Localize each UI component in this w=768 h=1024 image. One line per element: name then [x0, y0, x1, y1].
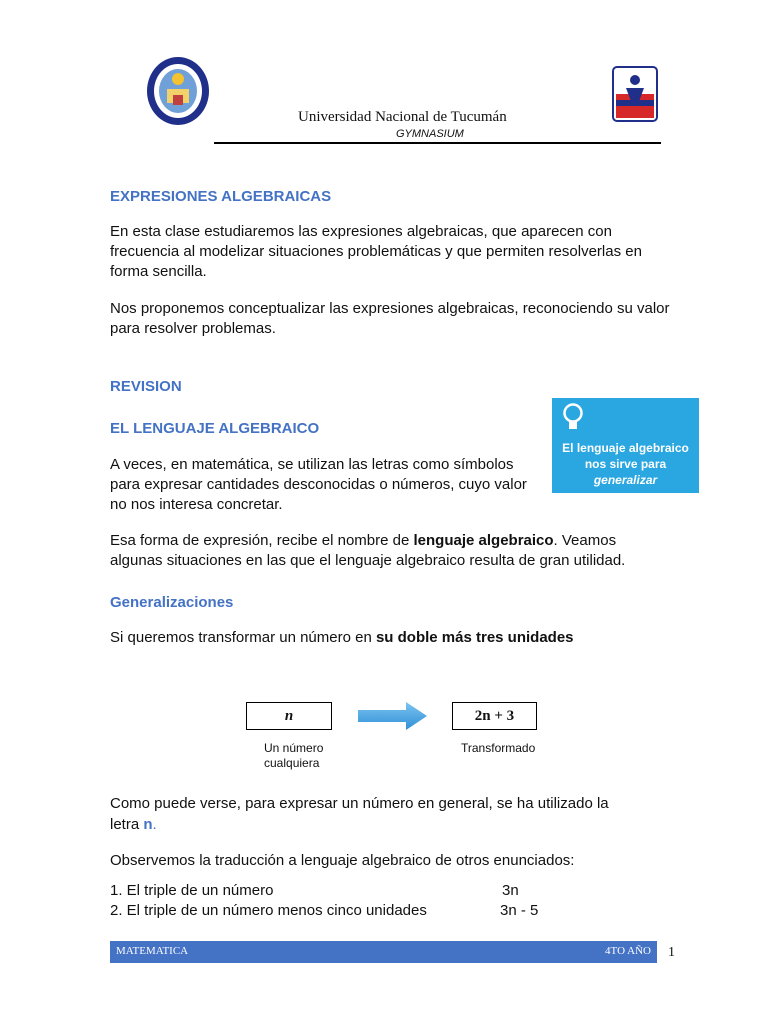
callout-line-1: El lenguaje algebraico	[562, 441, 689, 455]
header-rule	[214, 142, 661, 144]
callout-line-2: nos sirve para	[584, 457, 667, 471]
callout-line-3: generalizar	[593, 473, 658, 487]
page-number: 1	[668, 945, 675, 960]
input-caption-line-1: Un número	[264, 741, 324, 755]
lenguaje-text-start: Esa forma de expresión, recibe el nombre de	[110, 532, 414, 549]
transform-sentence	[110, 628, 670, 648]
input-caption-line-2: cualquiera	[264, 756, 320, 770]
revision-heading: REVISION	[110, 378, 182, 395]
como-line-1: Como puede verse, para expresar un número en general, se ha utilizado la	[110, 795, 609, 812]
intro-paragraph-2: Nos proponemos conceptualizar las expresiones algebraicas, reconociendo su valor para resolver problemas.	[110, 300, 670, 337]
transform-text: Si queremos transformar un número en	[110, 629, 376, 646]
input-caption	[264, 741, 323, 771]
example-1-expr: 3n	[502, 882, 519, 899]
example-2-expr: 3n - 5	[500, 902, 539, 919]
right-arrow-icon	[358, 701, 428, 731]
como-letra: letra	[110, 816, 144, 833]
section-heading: EL LENGUAJE ALGEBRAICO	[110, 420, 320, 437]
lenguaje-paragraph-2	[110, 531, 670, 571]
observemos-text: Observemos la traducción a lenguaje algebraico de otros enunciados:	[110, 852, 575, 869]
lenguaje-paragraph-1: A veces, en matemática, se utilizan las letras como símbolos para expresar cantidades desconocidas o números, cuyo valor no nos interesa concretar.	[110, 456, 527, 513]
variable-letter: n	[143, 816, 153, 833]
lenguaje-bold: lenguaje algebraico	[413, 532, 554, 549]
gymnasium-logo	[612, 66, 658, 122]
como-line-2	[110, 815, 157, 835]
lenguaje-text-end: . Veamos algunas situaciones en las que el lenguaje algebraico resulta de gran utilidad.	[110, 532, 626, 569]
footer-grade: 4TO AÑO	[605, 945, 651, 957]
generalizaciones-heading: Generalizaciones	[110, 594, 234, 611]
footer-bar	[110, 941, 657, 963]
transform-bold: su doble más tres unidades	[375, 629, 574, 646]
input-box: n	[246, 702, 332, 730]
university-name: Universidad Nacional de Tucumán	[298, 109, 507, 125]
output-caption: Transformado	[461, 741, 536, 755]
lightbulb-icon	[562, 402, 584, 432]
callout-box	[552, 398, 699, 493]
como-dot: .	[152, 816, 157, 833]
example-2-text: 2. El triple de un número menos cinco unidades	[110, 902, 427, 919]
output-box: 2n + 3	[452, 702, 537, 730]
footer-subject: MATEMATICA	[116, 945, 189, 957]
page-title: EXPRESIONES ALGEBRAICAS	[110, 188, 332, 205]
university-logo	[145, 55, 211, 127]
example-1-text: 1. El triple de un número	[110, 882, 274, 899]
school-name: GYMNASIUM	[396, 128, 464, 140]
intro-paragraph-1: En esta clase estudiaremos las expresiones algebraicas, que aparecen con frecuencia al modelizar situaciones problemáticas y que permiten resolverlas en forma sencilla.	[110, 223, 642, 280]
